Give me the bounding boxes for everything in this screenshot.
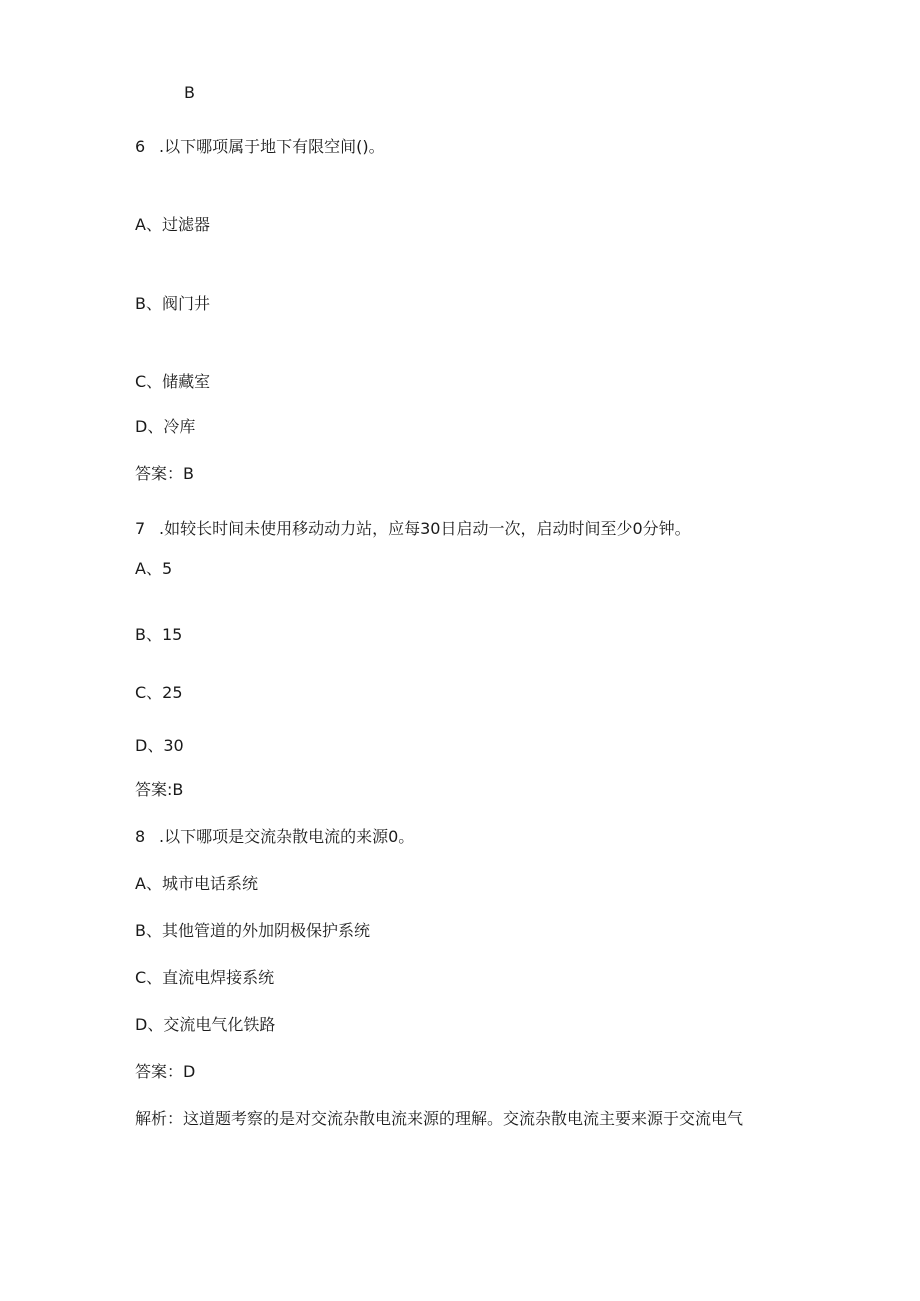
question-6-option-c: C、储藏室	[135, 372, 211, 391]
question-6-option-d: D、冷库	[135, 417, 196, 436]
question-8-option-b: B、其他管道的外加阴极保护系统	[135, 921, 370, 940]
question-6-stem	[135, 137, 385, 157]
question-number: 8	[135, 827, 146, 846]
question-7-option-b: B、15	[135, 625, 183, 644]
question-8-analysis: 解析：这道题考察的是对交流杂散电流来源的理解。交流杂散电流主要来源于交流电气	[135, 1109, 744, 1128]
question-text: .如较长时间未使用移动动力站，应每30日启动一次，启动时间至少0分钟。	[159, 519, 691, 538]
question-7-option-a: A、5	[135, 559, 173, 578]
question-text: .以下哪项属于地下有限空间()。	[159, 137, 385, 156]
question-text: .以下哪项是交流杂散电流的来源0。	[159, 827, 415, 846]
question-8-stem	[135, 827, 414, 847]
question-6-answer: 答案：B	[135, 464, 194, 483]
question-8-option-a: A、城市电话系统	[135, 874, 258, 893]
question-number: 6	[135, 137, 146, 156]
question-8-option-d: D、交流电气化铁路	[135, 1015, 276, 1034]
question-7-option-c: C、25	[135, 683, 183, 702]
question-6-option-b: B、阀门井	[135, 294, 210, 313]
question-8-option-c: C、直流电焊接系统	[135, 968, 275, 987]
question-7-option-d: D、30	[135, 736, 184, 755]
question-6-option-a: A、过滤器	[135, 215, 210, 234]
previous-answer-fragment: B	[184, 83, 195, 102]
question-7-stem	[135, 519, 691, 539]
question-8-answer: 答案：D	[135, 1062, 196, 1081]
question-number: 7	[135, 519, 146, 538]
question-7-answer: 答案:B	[135, 780, 184, 799]
